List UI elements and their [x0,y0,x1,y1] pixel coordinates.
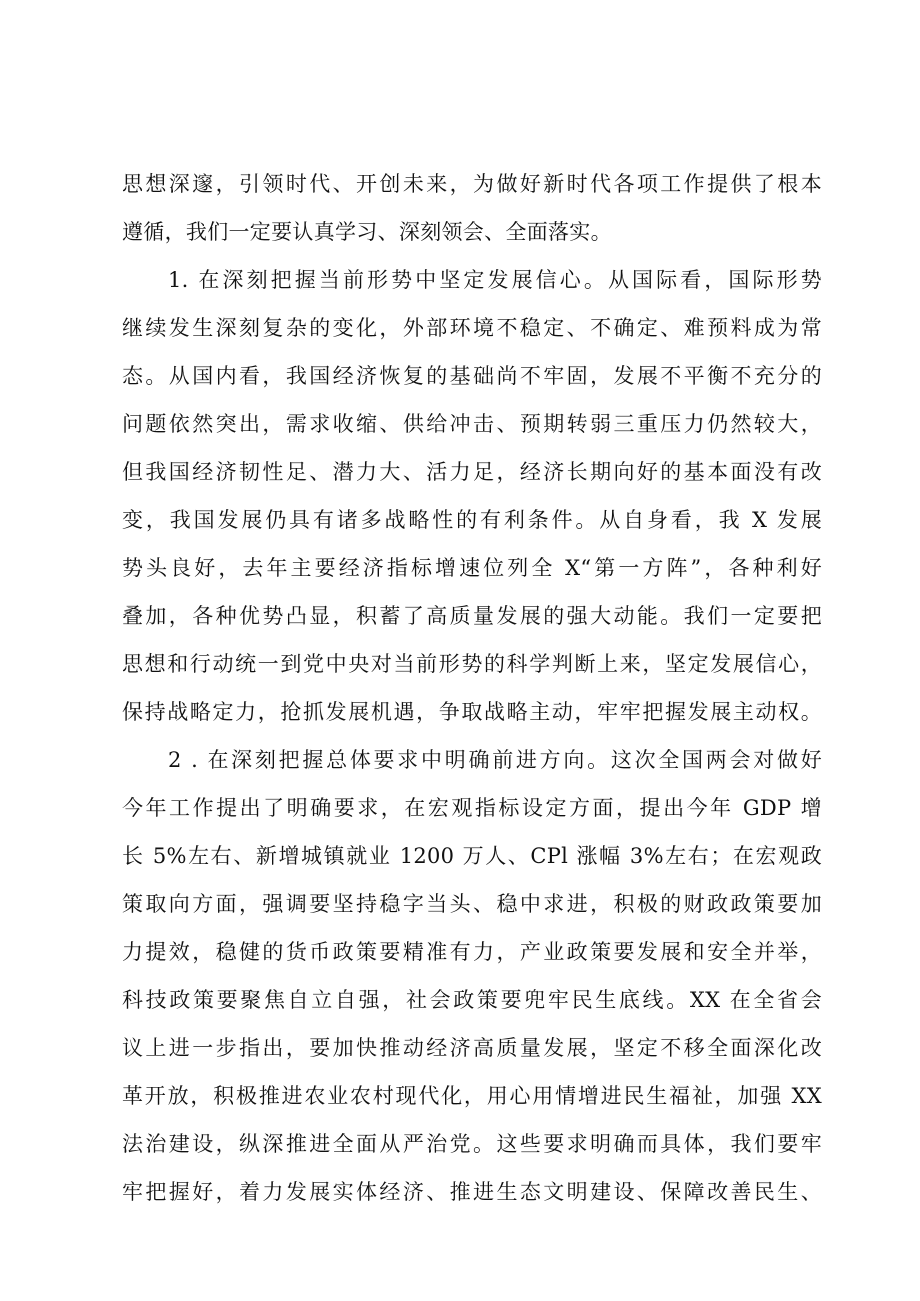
text-line: 但我国经济韧性足、潜力大、活力足，经济长期向好的基本面没有改 [122,460,822,484]
text-line: 今年工作提出了明确要求，在宏观指标设定方面，提出今年 GDP 增 [122,796,822,820]
text-line: 遵循，我们一定要认真学习、深刻领会、全面落实。 [122,220,612,244]
text-line: 法治建设，纵深推进全面从严治党。这些要求明确而具体，我们要牢 [122,1132,822,1156]
text-line: 思想深邃，引领时代、开创未来，为做好新时代各项工作提供了根本 [122,172,822,196]
text-line: 长 5%左右、新增城镇就业 1200 万人、CPl 涨幅 3%左右；在宏观政 [122,844,822,868]
text-line: 议上进一步指出，要加快推动经济高质量发展，坚定不移全面深化改 [122,1036,822,1060]
text-line: 牢把握好，着力发展实体经济、推进生态文明建设、保障改善民生、 [122,1180,822,1204]
text-line: 力提效，稳健的货币政策要精准有力，产业政策要发展和安全并举， [122,940,822,964]
section-2-heading-line: 2 . 在深刻把握总体要求中明确前进方向。这次全国两会对做好 [168,748,822,772]
text-line: 继续发生深刻复杂的变化，外部环境不稳定、不确定、难预料成为常 [122,316,822,340]
text-line: 策取向方面，强调要坚持稳字当头、稳中求进，积极的财政政策要加 [122,892,822,916]
text-line: 变，我国发展仍具有诸多战略性的有利条件。从自身看，我 X 发展 [122,508,822,532]
text-line: 革开放，积极推进农业农村现代化，用心用情增进民生福祉，加强 XX [122,1084,822,1108]
text-line: 科技政策要聚焦自立自强，社会政策要兜牢民生底线。XX 在全省会 [122,988,822,1012]
text-line: 问题依然突出，需求收缩、供给冲击、预期转弱三重压力仍然较大， [122,412,822,436]
document-body [122,160,822,1216]
text-line: 叠加，各种优势凸显，积蓄了高质量发展的强大动能。我们一定要把 [122,604,822,628]
text-line: 思想和行动统一到党中央对当前形势的科学判断上来，坚定发展信心， [122,652,822,676]
text-line: 势头良好，去年主要经济指标增速位列全 X“第一方阵”，各种利好 [122,556,822,580]
text-line: 保持战略定力，抢抓发展机遇，争取战略主动，牢牢把握发展主动权。 [122,700,822,724]
section-1-heading-line: 1. 在深刻把握当前形势中坚定发展信心。从国际看，国际形势 [168,268,822,292]
text-line: 态。从国内看，我国经济恢复的基础尚不牢固，发展不平衡不充分的 [122,364,822,388]
